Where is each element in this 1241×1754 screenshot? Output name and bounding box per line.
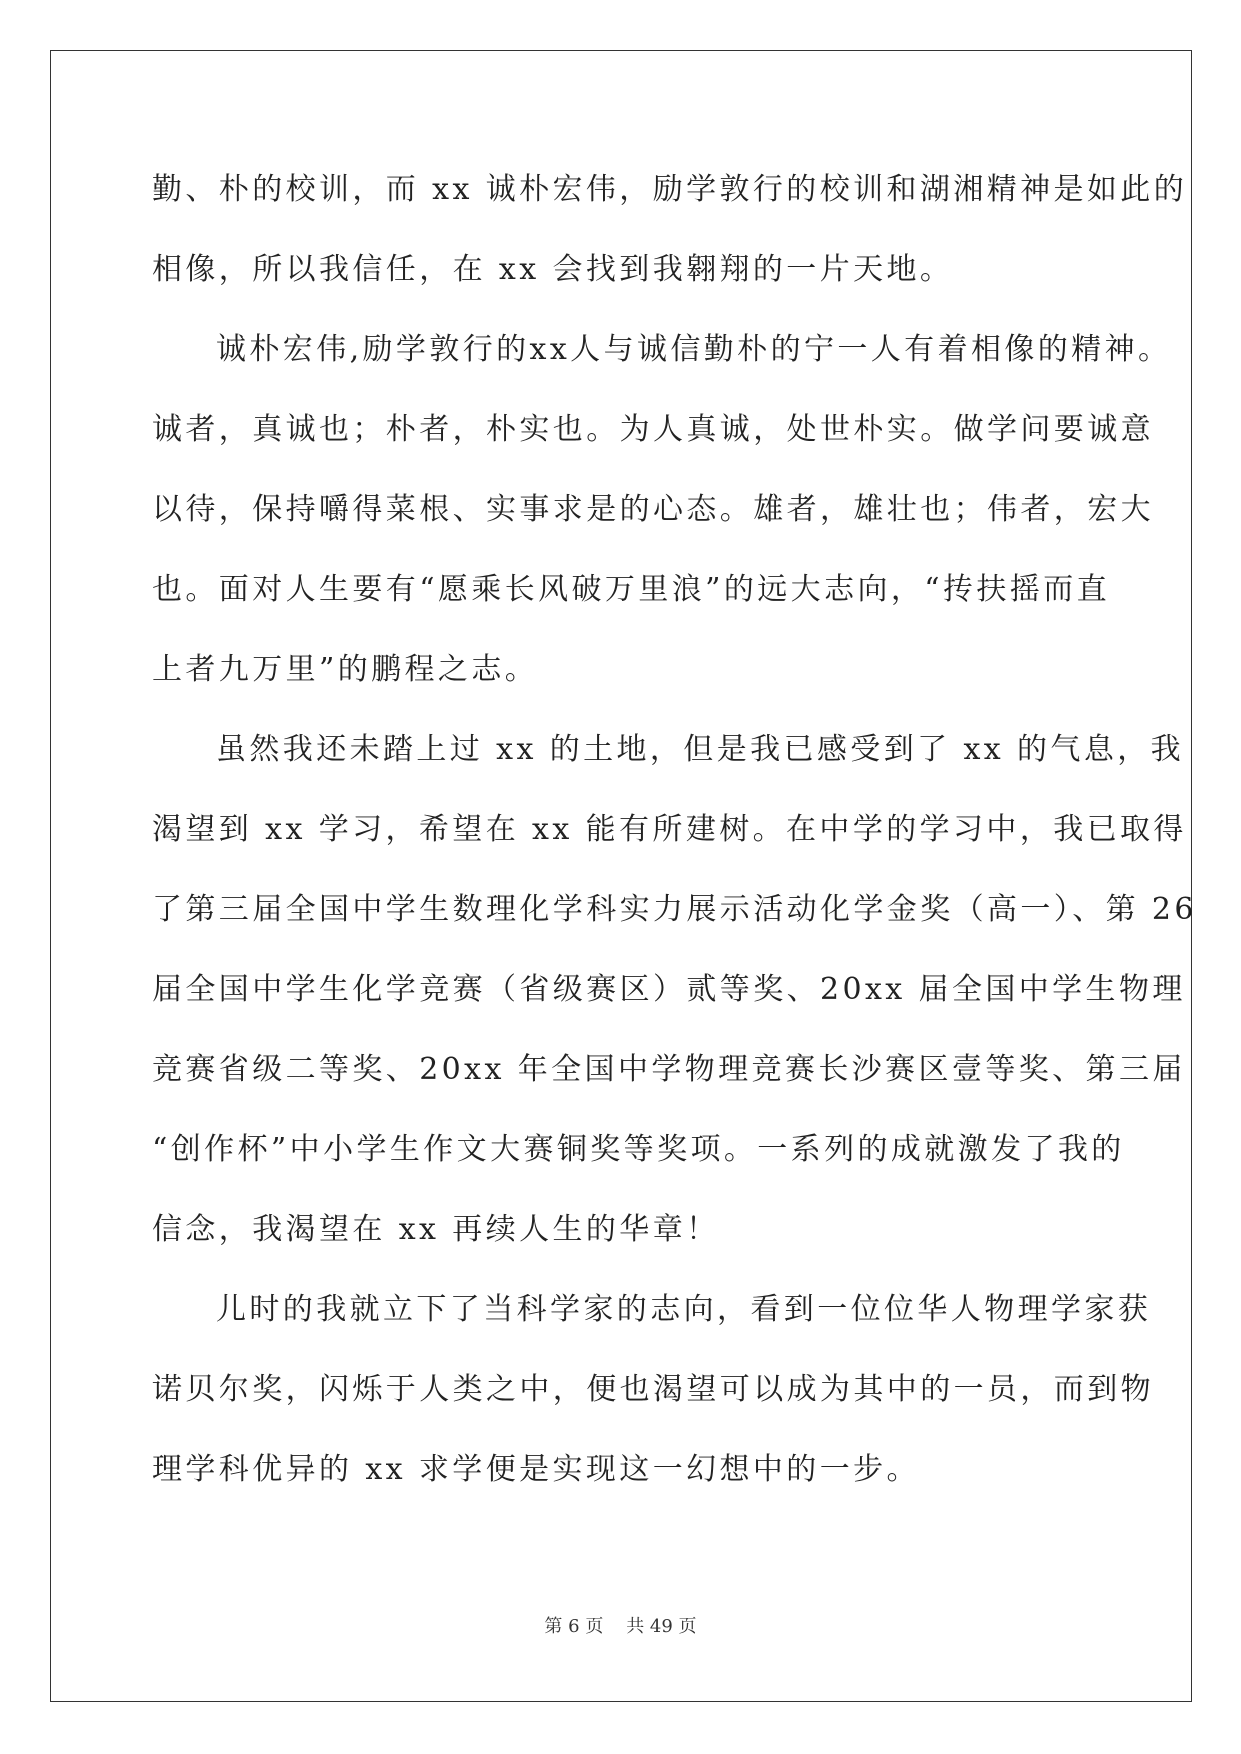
text-line: 勤、朴的校训，而 xx 诚朴宏伟，励学敦行的校训和湖湘精神是如此的 <box>152 172 1188 207</box>
text-line: 了第三届全国中学生数理化学科实力展示活动化学金奖（高一）、第 26 <box>152 892 1197 927</box>
text-line: 信念，我渴望在 xx 再续人生的华章！ <box>152 1212 720 1247</box>
text-line: 诺贝尔奖，闪烁于人类之中，便也渴望可以成为其中的一员，而到物 <box>152 1372 1154 1407</box>
text-line: 理学科优异的 xx 求学便是实现这一幻想中的一步。 <box>152 1452 920 1487</box>
text-line: 竞赛省级二等奖、20xx 年全国中学物理竞赛长沙赛区壹等奖、第三届 <box>152 1052 1186 1087</box>
text-line: 届全国中学生化学竞赛（省级赛区）贰等奖、20xx 届全国中学生物理 <box>152 972 1186 1007</box>
page-number-footer: 第 6 页 共 49 页 <box>544 1616 697 1637</box>
text-line: 以待，保持嚼得菜根、实事求是的心态。雄者，雄壮也；伟者，宏大 <box>152 492 1154 527</box>
text-line: 也。面对人生要有“愿乘长风破万里浪”的远大志向，“抟扶摇而直 <box>152 572 1111 607</box>
paragraph-first-line: 虽然我还未踏上过 xx 的土地，但是我已感受到了 xx 的气息，我 <box>216 732 1185 767</box>
paragraph-first-line: 诚朴宏伟,励学敦行的xx人与诚信勤朴的宁一人有着相像的精神。 <box>216 332 1172 367</box>
document-body <box>152 160 1197 1520</box>
text-line: 相像，所以我信任，在 xx 会找到我翱翔的一片天地。 <box>152 252 954 287</box>
paragraph-first-line: 儿时的我就立下了当科学家的志向，看到一位位华人物理学家获 <box>216 1292 1152 1327</box>
text-line: 诚者，真诚也；朴者，朴实也。为人真诚，处世朴实。做学问要诚意 <box>152 412 1154 447</box>
text-line: 上者九万里”的鹏程之志。 <box>152 652 539 687</box>
text-line: 渴望到 xx 学习，希望在 xx 能有所建树。在中学的学习中，我已取得 <box>152 812 1187 847</box>
text-line: “创作杯”中小学生作文大赛铜奖等奖项。一系列的成就激发了我的 <box>152 1132 1125 1167</box>
